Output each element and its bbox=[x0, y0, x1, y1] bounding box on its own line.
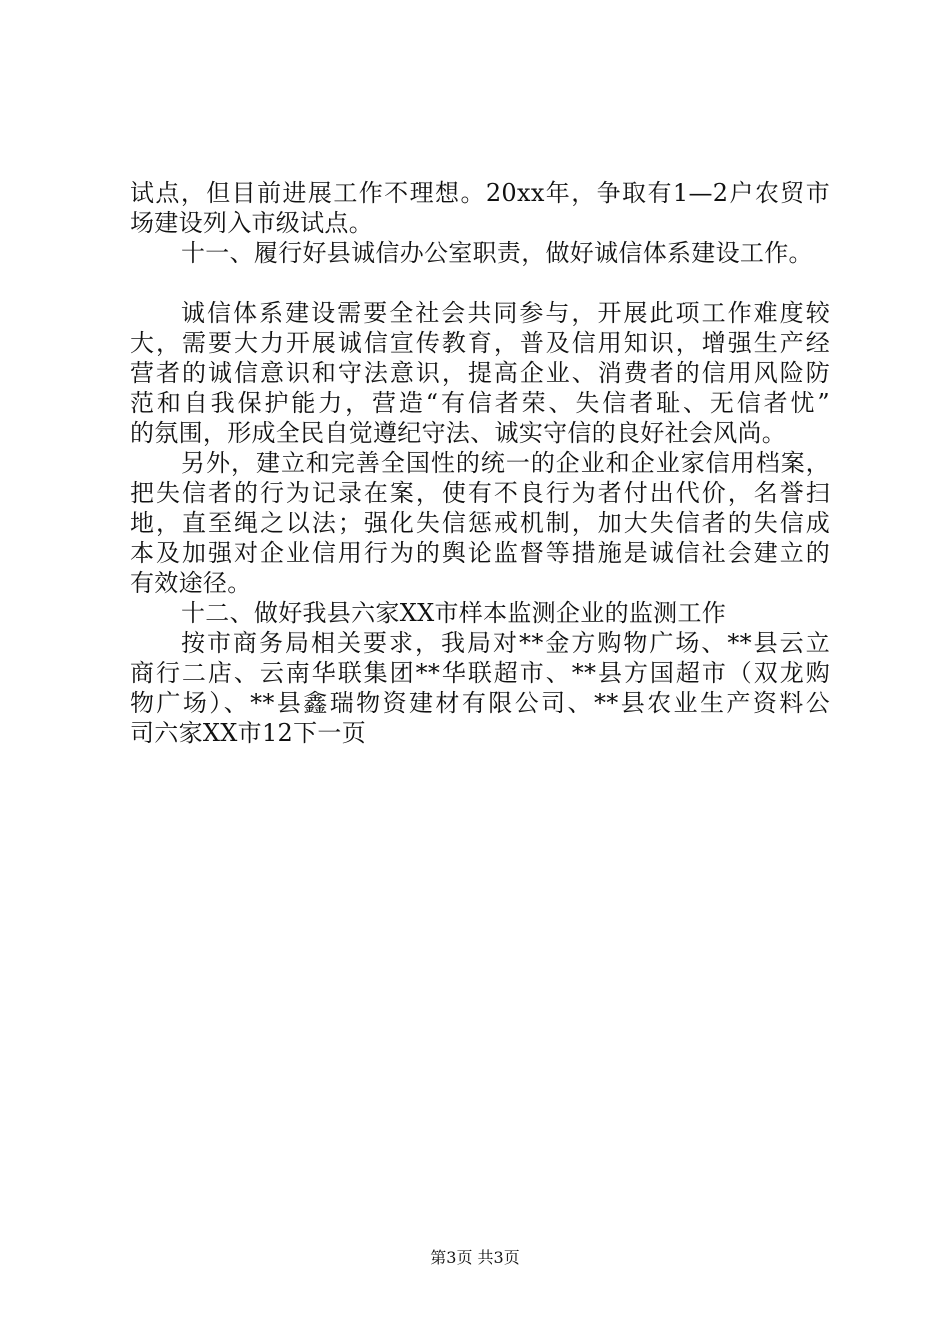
text-line: 诚信体系建设需要全社会共同参与，开展此项工作难度较 bbox=[181, 299, 830, 327]
text-line: 按市商务局相关要求，我局对**金方购物广场、**县云立 bbox=[181, 629, 830, 657]
text-line: 物广场）、**县鑫瑞物资建材有限公司、**县农业生产资料公 bbox=[130, 689, 830, 717]
section-heading: 十一、履行好县诚信办公室职责，做好诚信体系建设工作。 bbox=[181, 239, 813, 267]
text-line: 另外，建立和完善全国性的统一的企业和企业家信用档案， bbox=[181, 449, 830, 477]
text-line: 营者的诚信意识和守法意识，提高企业、消费者的信用风险防 bbox=[130, 359, 830, 387]
text-line: 试点，但目前进展工作不理想。20xx年，争取有1—2户农贸市 bbox=[130, 179, 830, 207]
text-line: 司六家XX市12下一页 bbox=[130, 719, 367, 747]
text-line: 把失信者的行为记录在案，使有不良行为者付出代价，名誉扫 bbox=[130, 479, 830, 507]
text-line: 本及加强对企业信用行为的舆论监督等措施是诚信社会建立的 bbox=[130, 539, 830, 567]
text-line: 范和自我保护能力，营造“有信者荣、失信者耻、无信者忧” bbox=[130, 389, 830, 417]
text-line: 有效途径。 bbox=[130, 569, 252, 597]
section-heading: 十二、做好我县六家XX市样本监测企业的监测工作 bbox=[181, 599, 727, 627]
text-line: 商行二店、云南华联集团**华联超市、**县方国超市（双龙购 bbox=[130, 659, 830, 687]
text-line: 场建设列入市级试点。 bbox=[130, 209, 373, 237]
page-number-footer: 第3页 共3页 bbox=[430, 1248, 520, 1267]
text-line: 地，直至绳之以法；强化失信惩戒机制，加大失信者的失信成 bbox=[130, 509, 830, 537]
text-line: 大，需要大力开展诚信宣传教育，普及信用知识，增强生产经 bbox=[130, 329, 830, 357]
text-line: 的氛围，形成全民自觉遵纪守法、诚实守信的良好社会风尚。 bbox=[130, 419, 787, 447]
